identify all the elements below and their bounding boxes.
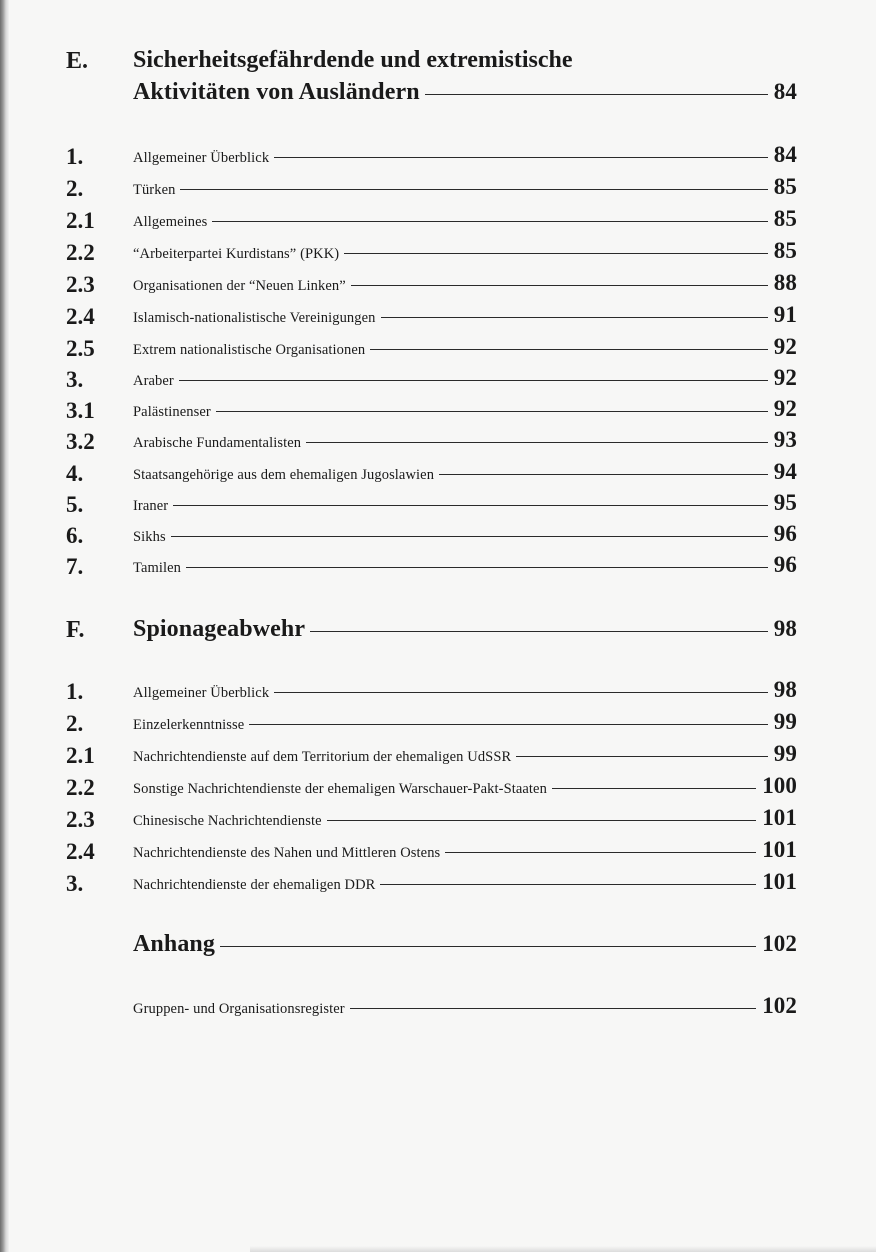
- dot-leader: [552, 787, 756, 789]
- dot-leader: [344, 252, 768, 254]
- toc-entry-title: Allgemeines: [133, 214, 208, 230]
- toc-entry-number: 3.: [66, 871, 84, 896]
- toc-entry-number: 2.4: [66, 839, 95, 864]
- appendix-heading[interactable]: [133, 930, 797, 958]
- toc-entry-page: 96: [773, 552, 797, 577]
- toc-entry-number: 2.3: [66, 272, 95, 297]
- toc-entry-number: 5.: [66, 492, 84, 517]
- toc-entry-number: 2.5: [66, 336, 95, 361]
- toc-entry-number: 1.: [66, 144, 84, 169]
- toc-entry-number: 3.: [66, 367, 84, 392]
- toc-entry-number: 2.: [66, 711, 84, 736]
- dot-leader: [173, 504, 768, 506]
- toc-entry-title: Extrem nationalistische Organisationen: [133, 342, 366, 358]
- toc-entry-page: 92: [773, 365, 797, 390]
- toc-entry-number: 2.2: [66, 775, 95, 800]
- toc-entry-page: 96: [773, 521, 797, 546]
- dot-leader: [350, 1007, 756, 1009]
- dot-leader: [274, 156, 768, 158]
- toc-entry-title: Allgemeiner Überblick: [133, 685, 270, 701]
- toc-entry[interactable]: [133, 270, 797, 296]
- dot-leader: [351, 284, 768, 286]
- scan-edge-left: [0, 0, 9, 1252]
- toc-entry-page: 93: [773, 427, 797, 452]
- toc-entry-title: Nachrichtendienste auf dem Territorium der ehemaligen UdSSR: [133, 749, 512, 765]
- appendix-page: 102: [762, 931, 797, 956]
- dot-leader: [274, 691, 768, 693]
- toc-entry-page: 88: [773, 270, 797, 295]
- toc-entry[interactable]: [133, 837, 797, 863]
- dot-leader: [425, 93, 768, 95]
- toc-entry-title: Nachrichtendienste des Nahen und Mittleren Ostens: [133, 845, 441, 861]
- toc-entry-number: 2.1: [66, 208, 95, 233]
- toc-entry-title: Islamisch-nationalistische Vereinigungen: [133, 310, 376, 326]
- toc-entry[interactable]: [133, 302, 797, 328]
- toc-entry-number: 2.3: [66, 807, 95, 832]
- dot-leader: [249, 723, 767, 725]
- toc-entry-number: 7.: [66, 554, 84, 579]
- dot-leader: [216, 410, 768, 412]
- toc-entry-page: 91: [773, 302, 797, 327]
- toc-entry-page: 101: [762, 837, 797, 862]
- section-f-heading[interactable]: [133, 615, 797, 643]
- toc-entry-number: 3.1: [66, 398, 95, 423]
- toc-entry-page: 92: [773, 334, 797, 359]
- toc-entry-page: 101: [762, 869, 797, 894]
- toc-entry-page: 95: [773, 490, 797, 515]
- toc-entry[interactable]: [133, 427, 797, 453]
- toc-entry-title: Palästinenser: [133, 404, 211, 420]
- scan-edge-bottom: [250, 1246, 876, 1252]
- toc-entry-title: “Arbeiterpartei Kurdistans” (PKK): [133, 246, 340, 262]
- toc-entry-number: 2.1: [66, 743, 95, 768]
- toc-entry[interactable]: [133, 142, 797, 168]
- toc-entry-number: 2.4: [66, 304, 95, 329]
- toc-entry-number: 6.: [66, 523, 84, 548]
- appendix-title: Anhang: [133, 931, 215, 957]
- toc-entry[interactable]: [133, 709, 797, 735]
- toc-entry-page: 85: [773, 206, 797, 231]
- toc-entry[interactable]: [133, 677, 797, 703]
- toc-entry[interactable]: [133, 521, 797, 547]
- toc-entry-page: 92: [773, 396, 797, 421]
- toc-entry-title: Nachrichtendienste der ehemaligen DDR: [133, 877, 376, 893]
- toc-entry-title: Allgemeiner Überblick: [133, 150, 270, 166]
- dot-leader: [171, 535, 768, 537]
- toc-entry[interactable]: [133, 741, 797, 767]
- dot-leader: [327, 819, 757, 821]
- section-e-page: 84: [773, 79, 797, 104]
- toc-entry-title: Gruppen- und Organisationsregister: [133, 1001, 345, 1017]
- toc-entry-page: 101: [762, 805, 797, 830]
- dot-leader: [381, 316, 768, 318]
- toc-entry-title: Staatsangehörige aus dem ehemaligen Jugoslawien: [133, 467, 435, 483]
- toc-entry[interactable]: [133, 174, 797, 200]
- toc-entry[interactable]: [133, 993, 797, 1019]
- section-e-title-line2: Aktivitäten von Ausländern: [133, 79, 420, 105]
- section-f-title: Spionageabwehr: [133, 616, 306, 642]
- section-f-page: 98: [773, 616, 797, 641]
- toc-entry[interactable]: [133, 238, 797, 264]
- toc-entry[interactable]: [133, 552, 797, 578]
- toc-entry-page: 99: [773, 709, 797, 734]
- toc-entry-page: 98: [773, 677, 797, 702]
- toc-entry[interactable]: [133, 365, 797, 391]
- dot-leader: [516, 755, 768, 757]
- toc-entry-title: Einzelerkenntnisse: [133, 717, 245, 733]
- toc-entry-number: 3.2: [66, 429, 95, 454]
- toc-entry-page: 99: [773, 741, 797, 766]
- toc-entry-page: 85: [773, 174, 797, 199]
- toc-entry-page: 102: [762, 993, 797, 1018]
- toc-entry[interactable]: [133, 206, 797, 232]
- toc-entry-page: 100: [762, 773, 797, 798]
- toc-entry-title: Iraner: [133, 498, 169, 514]
- toc-entry[interactable]: [133, 805, 797, 831]
- toc-entry-title: Sonstige Nachrichtendienste der ehemaligen Warschauer-Pakt-Staaten: [133, 781, 547, 797]
- toc-entry-number: 4.: [66, 461, 84, 486]
- toc-entry-number: 1.: [66, 679, 84, 704]
- dot-leader: [310, 630, 768, 632]
- section-e-title-line1: Sicherheitsgefährdende und extremistische: [133, 47, 573, 73]
- toc-entry-page: 85: [773, 238, 797, 263]
- toc-entry-title: Türken: [133, 182, 176, 198]
- dot-leader: [445, 851, 756, 853]
- toc-entry-page: 94: [773, 459, 797, 484]
- dot-leader: [179, 379, 768, 381]
- dot-leader: [180, 188, 767, 190]
- toc-entry-title: Organisationen der “Neuen Linken”: [133, 278, 346, 294]
- toc-entry-title: Araber: [133, 373, 174, 389]
- section-f-letter: F.: [66, 617, 85, 643]
- dot-leader: [220, 945, 756, 947]
- toc-entry[interactable]: [133, 490, 797, 516]
- dot-leader: [212, 220, 767, 222]
- dot-leader: [380, 883, 756, 885]
- toc-entry-title: Sikhs: [133, 529, 166, 545]
- toc-entry-page: 84: [773, 142, 797, 167]
- dot-leader: [186, 566, 768, 568]
- toc-entry-title: Arabische Fundamentalisten: [133, 435, 302, 451]
- section-e-letter: E.: [66, 48, 89, 74]
- toc-entry-title: Tamilen: [133, 560, 182, 576]
- toc-entry[interactable]: [133, 396, 797, 422]
- toc-entry[interactable]: [133, 869, 797, 895]
- section-e-heading[interactable]: [133, 78, 797, 106]
- toc-entry[interactable]: [133, 334, 797, 360]
- dot-leader: [370, 348, 768, 350]
- toc-entry-number: 2.: [66, 176, 84, 201]
- dot-leader: [439, 473, 768, 475]
- toc-entry[interactable]: [133, 773, 797, 799]
- toc-entry[interactable]: [133, 459, 797, 485]
- toc-entry-number: 2.2: [66, 240, 95, 265]
- dot-leader: [306, 441, 768, 443]
- toc-entry-title: Chinesische Nachrichtendienste: [133, 813, 322, 829]
